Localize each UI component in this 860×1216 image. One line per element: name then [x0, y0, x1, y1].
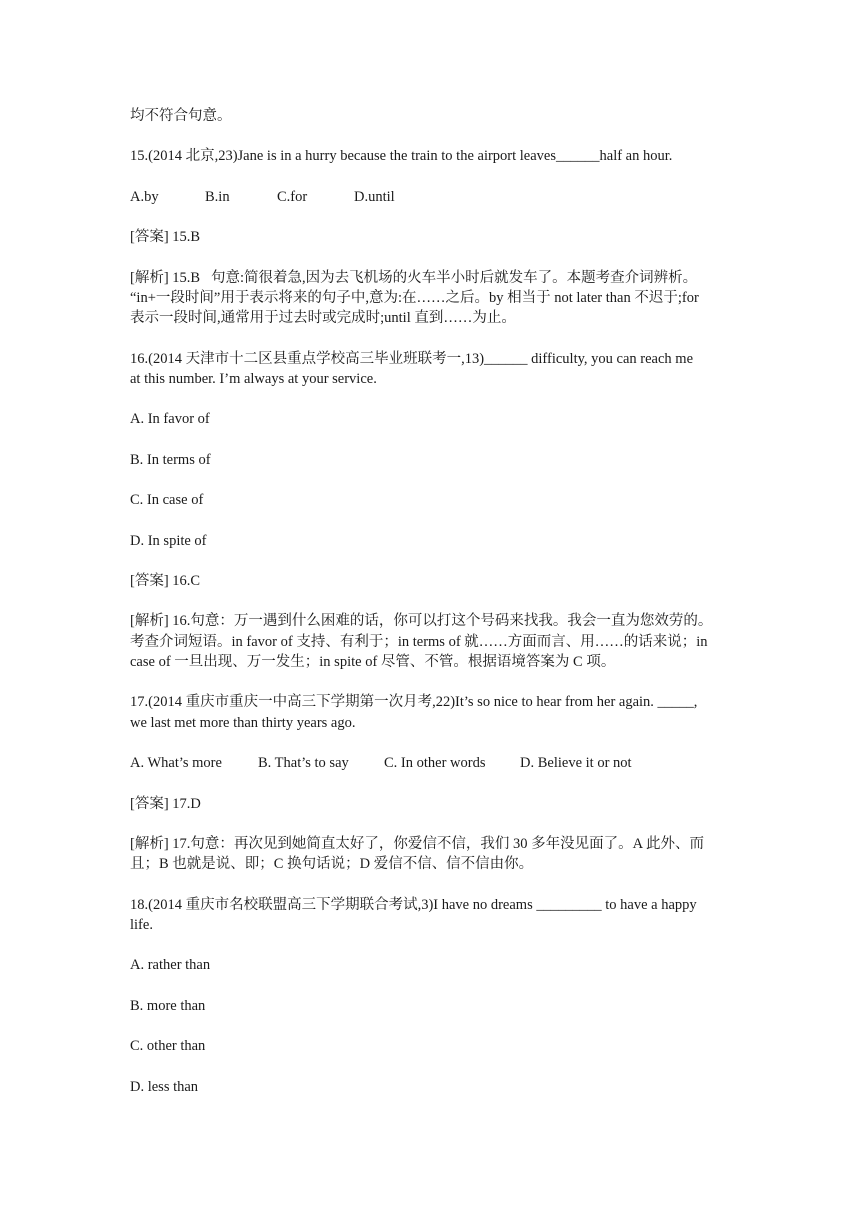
q15-option-d: D.until [354, 189, 395, 205]
q17-stem-line-2: we last met more than thirty years ago. [130, 715, 356, 731]
q18-option-c: C. other than [130, 1038, 206, 1054]
q15-option-b: B.in [205, 189, 230, 205]
q15-analysis-line-2: “in+一段时间”用于表示将来的句子中,意为:在……之后。by 相当于 not later than 不迟于;for [130, 290, 699, 306]
q17-option-c: C. In other words [384, 755, 486, 771]
q16-analysis-line-2: 考查介词短语。in favor of 支持、有利于；in terms of 就……方面而言、用……的话来说；in [130, 634, 708, 650]
q16-option-d: D. In spite of [130, 533, 207, 549]
q18-stem-line-2: life. [130, 917, 153, 933]
q18-option-b: B. more than [130, 998, 206, 1014]
q16-option-a: A. In favor of [130, 411, 210, 427]
q18-stem-line-1: 18.(2014 重庆市名校联盟高三下学期联合考试,3)I have no dreams _________ to have a happy [130, 897, 697, 913]
intro-line: 均不符合句意。 [130, 108, 232, 124]
q16-stem-line-2: at this number. I’m always at your service. [130, 371, 377, 387]
q15-answer: [答案] 15.B [130, 229, 201, 245]
q15-option-a: A.by [130, 189, 159, 205]
q15-stem: 15.(2014 北京,23)Jane is in a hurry because the train to the airport leaves______half an hour. [130, 148, 673, 164]
q16-option-b: B. In terms of [130, 452, 211, 468]
q15-analysis-line-3: 表示一段时间,通常用于过去时或完成时;until 直到……为止。 [130, 310, 516, 326]
q17-option-b: B. That’s to say [258, 755, 349, 771]
q17-answer: [答案] 17.D [130, 796, 201, 812]
q15-option-c: C.for [277, 189, 308, 205]
q16-analysis-line-1: [解析] 16.句意：万一遇到什么困难的话，你可以打这个号码来找我。我会一直为您效劳的。 [130, 613, 713, 629]
q18-option-a: A. rather than [130, 957, 211, 973]
q16-answer: [答案] 16.C [130, 573, 201, 589]
q15-analysis-line-1: [解析] 15.B 句意:简很着急,因为去飞机场的火车半小时后就发车了。本题考查介词辨析。 [130, 270, 698, 286]
q18-option-d: D. less than [130, 1079, 199, 1095]
q17-option-d: D. Believe it or not [520, 755, 632, 771]
q17-option-a: A. What’s more [130, 755, 222, 771]
q17-analysis-line-2: 且；B 也就是说、即；C 换句话说；D 爱信不信、信不信由你。 [130, 856, 534, 872]
q17-analysis-line-1: [解析] 17.句意：再次见到她简直太好了，你爱信不信，我们 30 多年没见面了。A 此外、而 [130, 836, 704, 852]
q17-stem-line-1: 17.(2014 重庆市重庆一中高三下学期第一次月考,22)It’s so nice to hear from her again. _____, [130, 694, 698, 710]
q16-stem-line-1: 16.(2014 天津市十二区县重点学校高三毕业班联考一,13)______ difficulty, you can reach me [130, 351, 694, 367]
q16-analysis-line-3: case of 一旦出现、万一发生；in spite of 尽管、不管。根据语境答案为 C 项。 [130, 654, 616, 670]
q16-option-c: C. In case of [130, 492, 204, 508]
